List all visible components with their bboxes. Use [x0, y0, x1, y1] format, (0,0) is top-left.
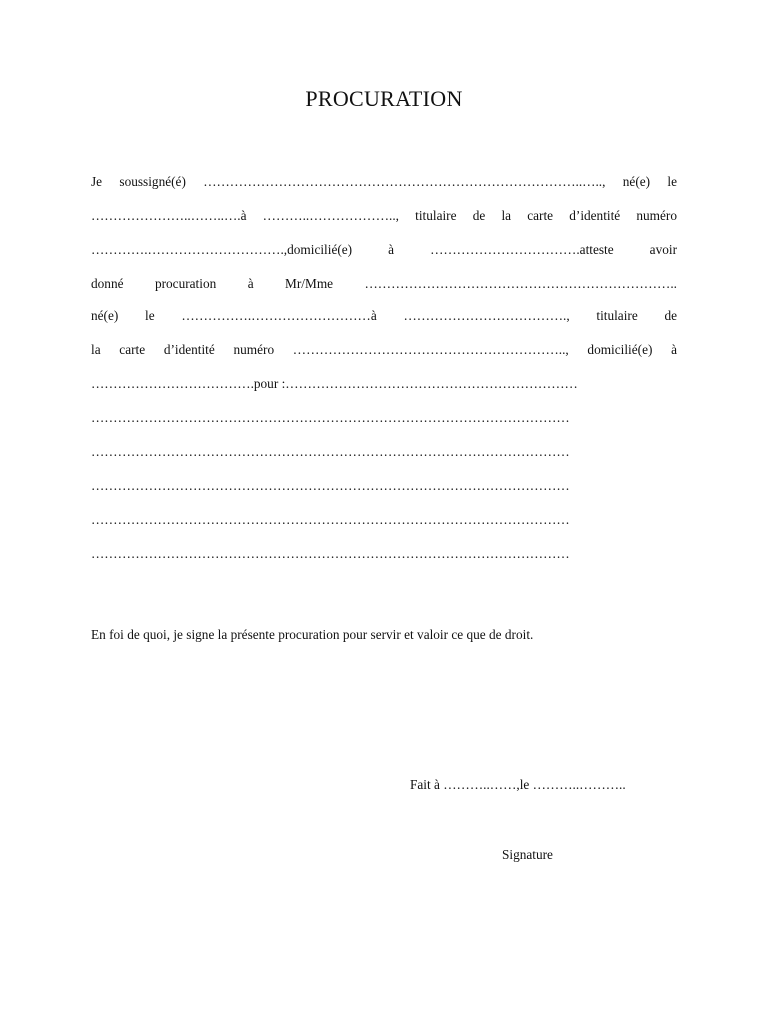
form-line-8: ……………………………………………………………………………………………… [91, 410, 570, 425]
form-line-12: ……………………………………………………………………………………………… [91, 546, 570, 561]
form-line-3: ………….………………………….,domicilié(e) à …………………………….atteste avoir [91, 242, 677, 257]
form-line-11: ……………………………………………………………………………………………… [91, 512, 570, 527]
form-line-10: ……………………………………………………………………………………………… [91, 478, 570, 493]
document-title: PROCURATION [305, 86, 463, 111]
form-line-5: né(e) le …………….………………………à ………………………………., titulaire de [91, 308, 677, 323]
form-line-9: ……………………………………………………………………………………………… [91, 444, 570, 459]
signature-label: Signature [502, 847, 553, 862]
form-line-2: …………………..……..….à ………..……………….., titulaire de la carte d’identité numéro [91, 208, 677, 223]
form-line-4: donné procuration à Mr/Mme …………………………………………………………….. [91, 276, 677, 291]
form-line-7: ……………………………….pour :………………………………………………………… [91, 376, 578, 391]
closing-statement: En foi de quoi, je signe la présente procuration pour servir et valoir ce que de droit. [91, 627, 534, 642]
form-line-6: la carte d’identité numéro …………………………………………………….., domicilié(e) à [91, 342, 677, 357]
form-line-1: Je soussigné(é) …………………………………………………………………………..….., né(e) le [91, 174, 677, 189]
place-date-line: Fait à ………..……,le ………..……….. [410, 777, 626, 792]
